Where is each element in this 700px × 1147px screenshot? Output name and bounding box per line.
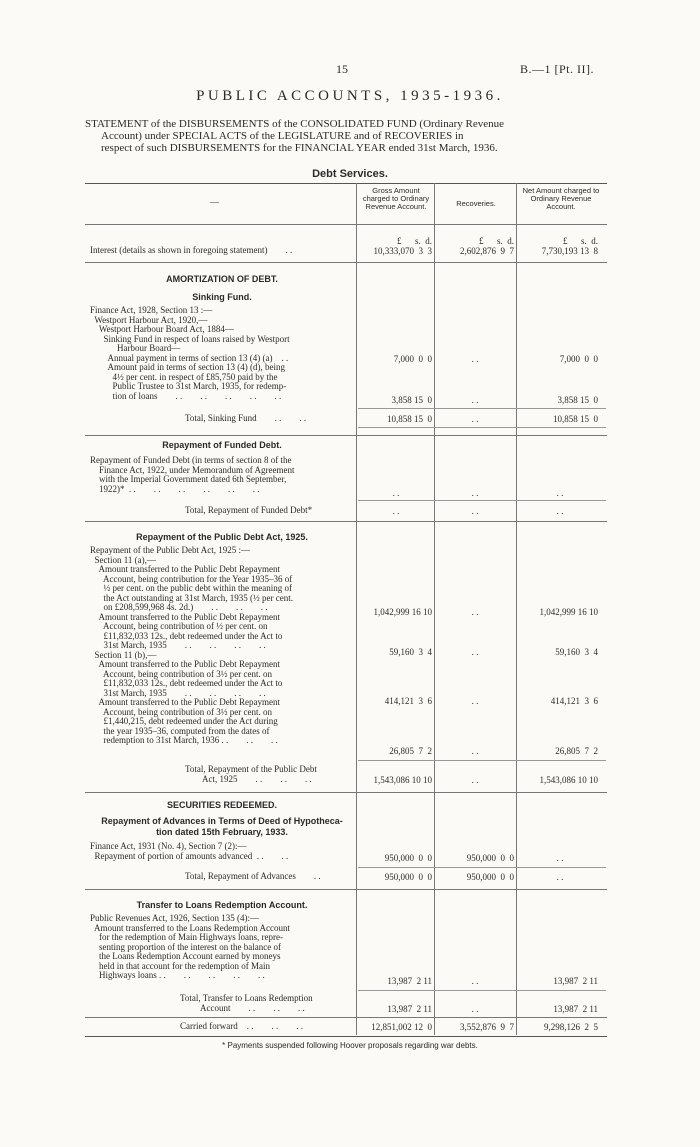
- public-debt-total-gross: 1,543,086 10 10: [373, 775, 432, 785]
- empty-dots: . .: [471, 696, 479, 706]
- section-rule: [85, 1017, 607, 1018]
- loans-total-net: 13,987 2 11: [553, 1004, 598, 1014]
- advances-total-label: Total, Repayment of Advances . .: [185, 871, 321, 881]
- subtotal-rule: [358, 500, 606, 501]
- footnote: * Payments suspended following Hoover proposals regarding war debts.: [222, 1041, 478, 1050]
- sinking-fund-heading: Sinking Fund.: [192, 292, 252, 302]
- document-reference: B.—1 [Pt. II].: [520, 62, 594, 76]
- sinking-line: Harbour Board—: [90, 343, 181, 353]
- subtotal-rule: [358, 990, 606, 991]
- interest-net: 7,730,193 13 8: [541, 246, 598, 256]
- public-debt-total-net: 1,543,086 10 10: [539, 775, 598, 785]
- loans-line: held in that account for the redemption of Main: [90, 960, 270, 971]
- loans-total-gross: 13,987 2 11: [387, 1004, 432, 1014]
- loans-line: Public Revenues Act, 1926, Section 135 (4):—: [90, 913, 259, 923]
- sinking-line: Sinking Fund in respect of loans raised by Westport: [90, 333, 290, 344]
- sinking-line: Westport Harbour Act, 1920,—: [90, 314, 208, 325]
- sinking-total-label: Total, Sinking Fund . . . .: [185, 413, 307, 423]
- advances-total-recoveries: 950,000 0 0: [466, 872, 514, 882]
- interest-label: Interest (details as shown in foregoing statement) . .: [90, 245, 293, 255]
- section-rule: [85, 521, 607, 522]
- advances-gross: 950,000 0 0: [384, 853, 432, 863]
- section-11b-2-gross: 26,805 7 2: [389, 746, 432, 756]
- section-subtitle: Debt Services.: [312, 168, 388, 180]
- public-debt-line: Amount transferred to the Public Debt Repayment: [90, 659, 280, 669]
- subtotal-rule: [358, 760, 606, 761]
- funded-line: Repayment of Funded Debt (in terms of section 8 of the: [90, 455, 292, 465]
- loans-heading: Transfer to Loans Redemption Account.: [136, 900, 308, 910]
- section-11a-2-gross: 59,160 3 4: [389, 647, 432, 657]
- sinking-line: tion of loans . . . . . . . . . .: [90, 390, 282, 401]
- funded-total-label: Total, Repayment of Funded Debt*: [185, 505, 313, 515]
- sinking-line: Amount paid in terms of section 13 (4) (d), being: [90, 362, 285, 372]
- securities-heading: SECURITIES REDEEMED.: [166, 800, 278, 810]
- public-debt-total-label: Total, Repayment of the Public Debt: [185, 764, 317, 774]
- public-debt-line: redemption to 31st March, 1936 . . . . . .: [90, 735, 278, 745]
- empty-dots: . .: [471, 395, 479, 405]
- annual-payment-net: 7,000 0 0: [559, 354, 598, 364]
- public-debt-line: 31st March, 1935 . . . . . . . .: [90, 687, 266, 698]
- column-divider: [356, 183, 357, 1035]
- header-rule: [85, 224, 607, 225]
- empty-dots: . .: [471, 354, 479, 364]
- funded-line: Finance Act, 1922, under Memorandum of Agreement: [90, 464, 295, 475]
- empty-dots: . .: [471, 488, 479, 498]
- empty-dots: . .: [471, 414, 479, 424]
- public-debt-line: Amount transferred to the Public Debt Repayment: [90, 611, 280, 622]
- public-debt-line: Account, being contribution of ½ per cent. on: [90, 621, 268, 631]
- loans-line: for the redemption of Main Highways loans, repre-: [90, 932, 283, 942]
- sinking-line: Public Trustee to 31st March, 1935, for redemp-: [90, 381, 287, 391]
- interest-recoveries: 2,602,876 9 7: [460, 246, 514, 256]
- section-11a-2-net: 59,160 3 4: [555, 647, 598, 657]
- public-debt-line: on £208,599,968 4s. 2d.) . . . . . .: [90, 602, 268, 612]
- section-11a-1-net: 1,042,999 16 10: [539, 607, 598, 617]
- sinking-total-gross: 10,858 15 0: [387, 414, 432, 424]
- empty-dots: . .: [556, 872, 564, 882]
- empty-dots: . .: [556, 853, 564, 863]
- public-debt-line: Amount transferred to the Public Debt Repayment: [90, 564, 280, 574]
- public-debt-heading: Repayment of the Public Debt Act, 1925.: [136, 532, 308, 542]
- empty-dots: . .: [471, 775, 479, 785]
- empty-dots: . .: [556, 488, 564, 498]
- column-divider: [434, 183, 435, 1035]
- statement-line-1: STATEMENT of the DISBURSEMENTS of the CONSOLIDATED FUND (Ordinary Revenue: [85, 118, 505, 130]
- unit-label: £ s. d.: [396, 236, 432, 246]
- sinking-line: Westport Harbour Board Act, 1884—: [90, 324, 234, 334]
- redemption-gross: 3,858 15 0: [391, 395, 432, 405]
- public-debt-line: Section 11 (a),—: [90, 554, 156, 565]
- public-debt-line: £1,440,215, debt redeemed under the Act during: [90, 716, 278, 726]
- public-debt-line: Repayment of the Public Debt Act, 1925 :—: [90, 545, 250, 555]
- loans-total-label: Total, Transfer to Loans Redemption: [180, 993, 313, 1003]
- section-rule: [85, 435, 607, 436]
- sinking-line: 4½ per cent. in respect of £85,750 paid by the: [90, 371, 278, 382]
- gross-column-header: Gross Amount charged to Ordinary Revenue Account.: [362, 186, 430, 211]
- advances-line: Finance Act, 1931 (No. 4), Section 7 (2):—: [90, 841, 247, 851]
- empty-dots: . .: [471, 607, 479, 617]
- empty-dots: . .: [392, 488, 400, 498]
- sinking-line: Annual payment in terms of section 13 (4) (a) . .: [90, 352, 289, 363]
- section-rule: [85, 792, 607, 793]
- amortization-heading: AMORTIZATION OF DEBT.: [166, 274, 278, 284]
- empty-dots: . .: [556, 506, 564, 516]
- column-divider: [516, 183, 517, 1035]
- empty-dots: . .: [471, 976, 479, 986]
- public-debt-line: 31st March, 1935 . . . . . . . .: [90, 640, 266, 650]
- advances-total-gross: 950,000 0 0: [384, 872, 432, 882]
- subtotal-rule: [358, 408, 606, 409]
- sinking-line: Finance Act, 1928, Section 13 :—: [90, 305, 213, 315]
- section-11b-1-gross: 414,121 3 6: [384, 696, 432, 706]
- public-debt-line: ½ per cent. on the public debt within the meaning of: [90, 583, 292, 593]
- public-debt-total-label: Act, 1925 . . . . . .: [202, 773, 312, 784]
- loans-total-label: Account . . . . . .: [200, 1002, 305, 1013]
- advances-heading: tion dated 15th February, 1933.: [156, 827, 288, 837]
- desc-column-header: —: [210, 197, 219, 207]
- advances-heading: Repayment of Advances in Terms of Deed of Hypotheca-: [101, 816, 343, 826]
- empty-dots: . .: [471, 746, 479, 756]
- funded-debt-heading: Repayment of Funded Debt.: [162, 440, 282, 450]
- carried-forward-label: Carried forward . . . . . .: [180, 1021, 303, 1031]
- section-rule: [85, 889, 607, 890]
- carried-forward-net: 9,298,126 2 5: [544, 1022, 598, 1032]
- empty-dots: . .: [471, 1004, 479, 1014]
- section-11a-1-gross: 1,042,999 16 10: [373, 607, 432, 617]
- empty-dots: . .: [392, 506, 400, 516]
- page-title: PUBLIC ACCOUNTS, 1935-1936.: [196, 88, 504, 104]
- page-number: 15: [336, 62, 348, 76]
- loans-line: Amount transferred to the Loans Redemption Account: [90, 922, 290, 933]
- advances-line: Repayment of portion of amounts advanced . . . .: [90, 851, 289, 861]
- loans-line: senting proportion of the interest on the balance of: [90, 941, 281, 952]
- section-rule: [85, 262, 607, 263]
- loans-line: Highways loans . . . . . . . . . .: [90, 970, 265, 980]
- statement-heading: [85, 118, 607, 154]
- public-debt-line: the year 1935–36, computed from the dates of: [90, 725, 270, 736]
- public-debt-line: £11,832,033 12s., debt redeemed under the Act to: [90, 678, 283, 688]
- advances-recoveries: 950,000 0 0: [466, 853, 514, 863]
- public-debt-line: Account, being contribution of 3½ per cent. on: [90, 706, 272, 717]
- net-column-header: Net Amount charged to Ordinary Revenue Account.: [522, 186, 600, 211]
- public-debt-line: Amount transferred to the Public Debt Repayment: [90, 697, 280, 707]
- subtotal-rule: [358, 867, 606, 868]
- subtotal-rule: [358, 427, 606, 428]
- public-debt-line: £11,832,033 12s., debt redeemed under the Act to: [90, 630, 283, 641]
- public-debt-line: Account, being contribution for the Year 1935–36 of: [90, 573, 293, 584]
- public-debt-line: Section 11 (b),—: [90, 649, 157, 660]
- section-11b-2-net: 26,805 7 2: [555, 746, 598, 756]
- public-debt-line: Account, being contribution of 3½ per cent. on: [90, 668, 272, 679]
- section-11b-1-net: 414,121 3 6: [550, 696, 598, 706]
- empty-dots: . .: [471, 506, 479, 516]
- unit-label: £ s. d.: [478, 236, 514, 246]
- funded-line: with the Imperial Government dated 6th September,: [90, 474, 287, 484]
- loans-net: 13,987 2 11: [553, 976, 598, 986]
- carried-forward-recoveries: 3,552,876 9 7: [460, 1022, 514, 1032]
- statement-line-3: respect of such DISBURSEMENTS for the FINANCIAL YEAR ended 31st March, 1936.: [101, 142, 498, 154]
- funded-line: 1922)* . . . . . . . . . . . .: [90, 483, 260, 494]
- loans-line: the Loans Redemption Account earned by moneys: [90, 951, 281, 961]
- empty-dots: . .: [471, 647, 479, 657]
- interest-gross: 10,333,070 3 3: [373, 246, 432, 256]
- carried-forward-gross: 12,851,002 12 0: [371, 1022, 432, 1032]
- loans-gross: 13,987 2 11: [387, 976, 432, 986]
- sinking-total-net: 10,858 15 0: [553, 414, 598, 424]
- unit-label: £ s. d.: [562, 236, 598, 246]
- recoveries-column-header: Recoveries.: [456, 199, 496, 208]
- public-debt-line: the Act outstanding at 31st March, 1935 (½ per cent.: [90, 592, 293, 603]
- annual-payment-gross: 7,000 0 0: [393, 354, 432, 364]
- redemption-net: 3,858 15 0: [557, 395, 598, 405]
- statement-line-2: Account) under SPECIAL ACTS of the LEGISLATURE and of RECOVERIES in: [101, 130, 464, 142]
